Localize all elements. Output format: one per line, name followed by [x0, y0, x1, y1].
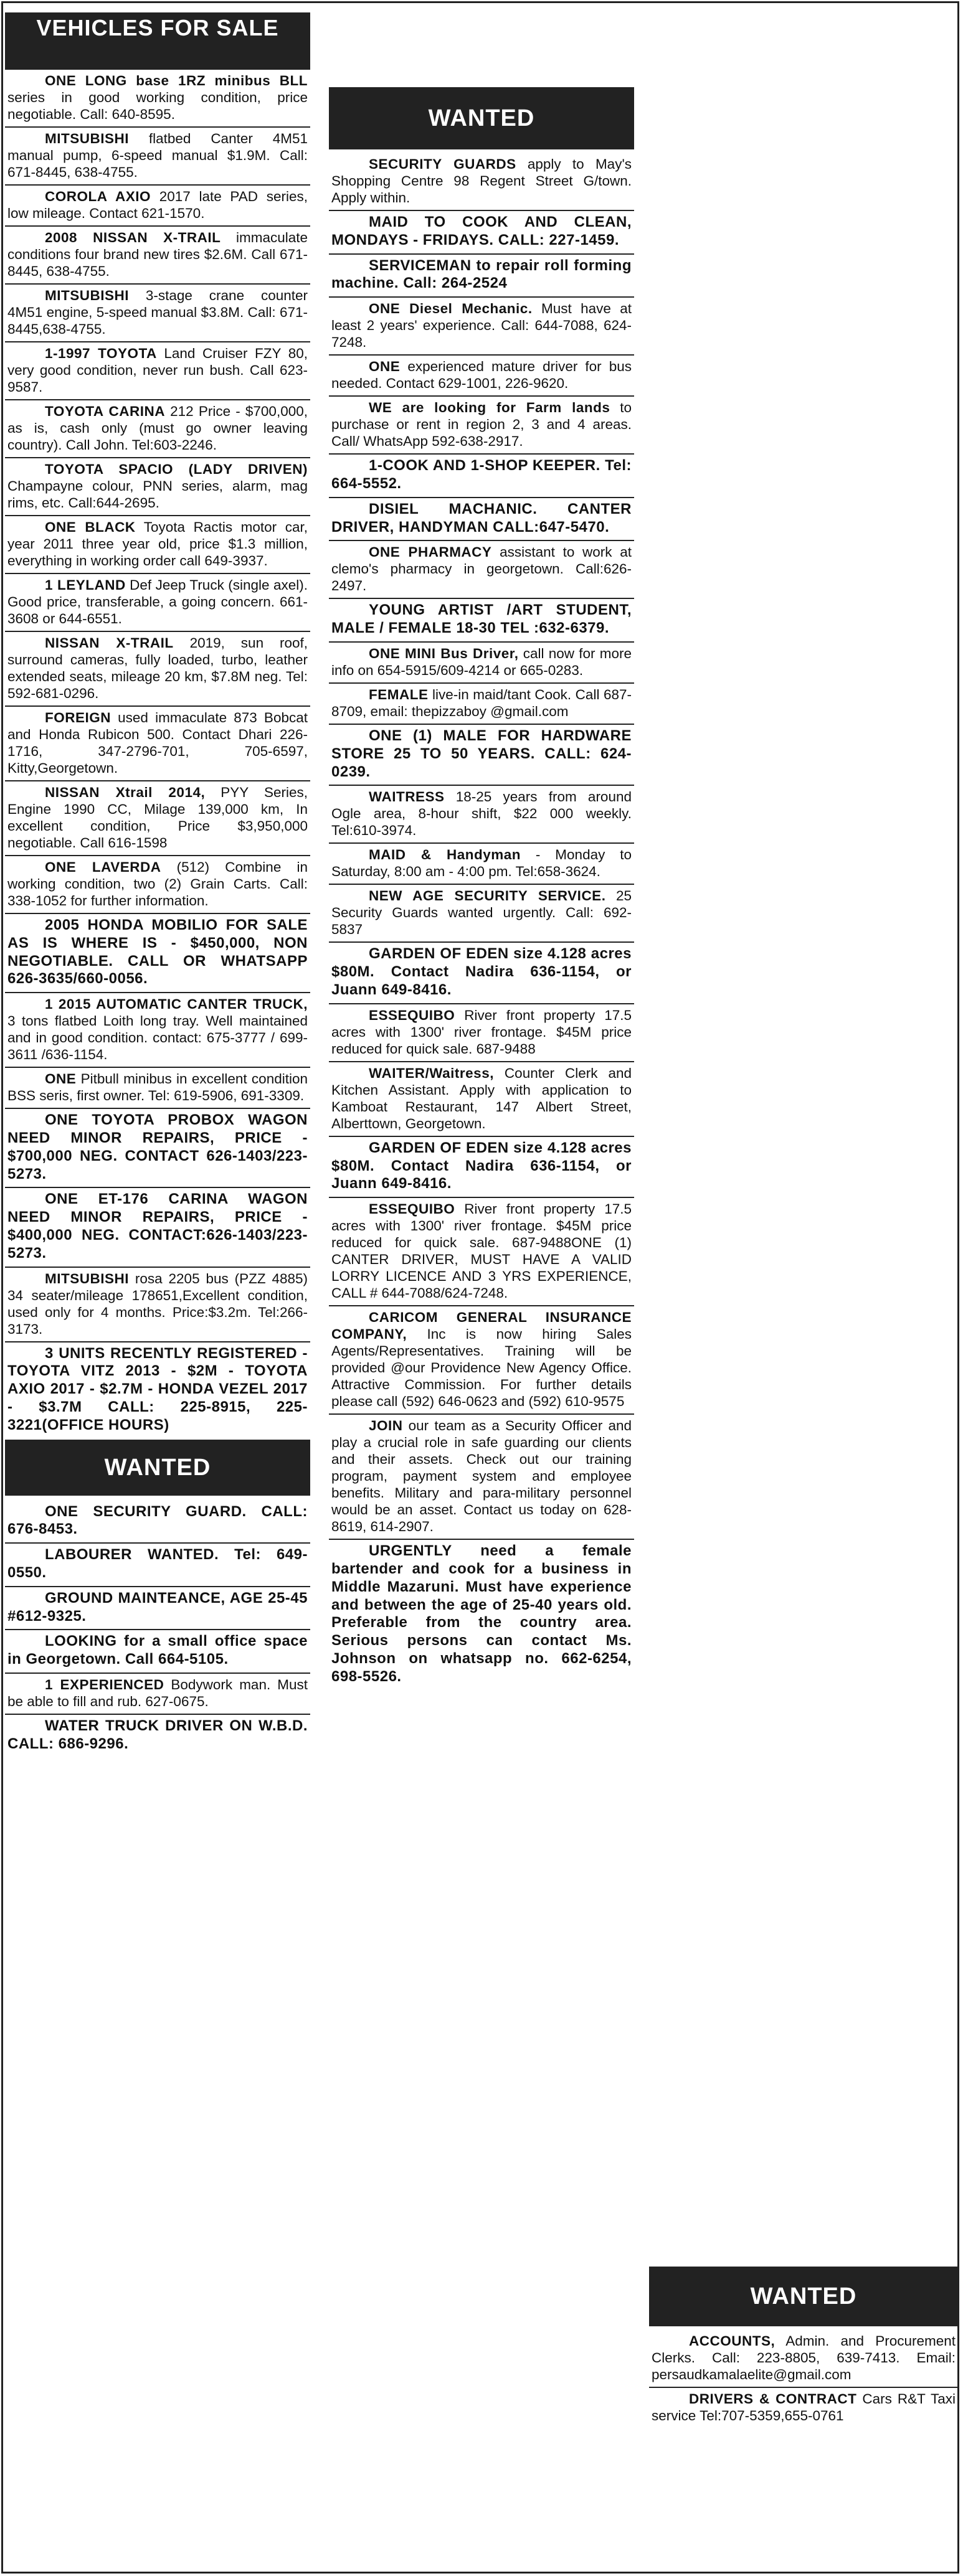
ad-body: Cars R&T Taxi service Tel:707-5359,655-0761	[652, 2391, 956, 2423]
ad-lead: NISSAN X-TRAIL	[45, 635, 174, 651]
ad-body: assistant to work at clemo's pharmacy in georgetown. Call:626-2497.	[331, 544, 632, 594]
section-header-wanted: WANTED	[329, 87, 634, 149]
ad-body: live-in maid/tant Cook. Call 687-8709, email: thepizzaboy @gmail.com	[331, 686, 632, 719]
ad-lead: ONE PHARMACY	[369, 544, 492, 560]
ad-lead: FOREIGN	[45, 710, 111, 725]
ad-lead: MAID & Handyman	[369, 847, 521, 863]
ad-body: Pitbull minibus in excellent condition BSS seris, first owner. Tel: 619-5906, 691-3309.	[7, 1071, 308, 1104]
classified-ad	[5, 1544, 310, 1587]
classified-ad	[329, 1137, 634, 1198]
ad-lead: ONE	[45, 1071, 77, 1087]
classified-ad	[329, 498, 634, 542]
ad-body: flatbed Canter 4M51 manual pump, 6-speed manual $1.9M. Call: 671-8445, 638-4755.	[7, 131, 308, 180]
classified-ad	[329, 684, 634, 725]
classified-ad	[329, 1415, 634, 1540]
ad-body: 3-stage crane counter 4M51 engine, 5-speed manual $3.8M. Call: 671-8445,638-4755.	[7, 288, 308, 337]
ad-lead: TOYOTA CARINA	[45, 403, 165, 419]
classified-ad	[329, 844, 634, 885]
ad-body: to purchase or rent in region 2, 3 and 4 areas. Call/ WhatsApp 592-638-2917.	[331, 400, 632, 450]
ad-body: our team as a Security Officer and play a crucial role in safe guarding our clients and their assets. Check out our training program, payment system and employee benefits. Military and para-military personnel would be an asset. Contact us today on 628-8619, 614-2907.	[331, 1418, 632, 1535]
wanted-ad-list	[329, 153, 634, 1690]
ad-lead: MITSUBISHI	[45, 1270, 130, 1286]
vehicles-ad-list	[5, 70, 310, 1438]
ad-lead: 2008 NISSAN X-TRAIL	[45, 230, 221, 245]
classified-ad	[329, 397, 634, 455]
classified-ad	[5, 516, 310, 574]
column-vehicles	[5, 12, 310, 1757]
ad-lead: 3 UNITS RECENTLY REGISTERED - TOYOTA VITZ 2013 - $2M - TOYOTA AXIO 2017 - $2.7M - HONDA VEZEL 2017 - $3.7M CALL: 225-8915, 225-3221(OFFICE HOURS)	[7, 1344, 308, 1433]
classified-ad	[5, 1501, 310, 1544]
ad-lead: ONE (1) MALE FOR HARDWARE STORE 25 TO 50 YEARS. CALL: 624-0239.	[331, 727, 632, 780]
classified-ad	[5, 1188, 310, 1267]
ad-body: Admin. and Procurement Clerks. Call: 223-8805, 639-7413. Email: persaudkamalaelite@gmail.com	[652, 2333, 956, 2382]
ad-body: 212 Price - $700,000, as is, cash only (must go owner leaving country). Call John. Tel:603-2246.	[7, 403, 308, 453]
ad-body: rosa 2205 bus (PZZ 4885) 34 seater/mileage 178651,Excellent condition, used only for 4 months. Price:$3.2m. Tel:266-3173.	[7, 1270, 308, 1337]
ad-lead: LABOURER WANTED. Tel: 649-0550.	[7, 1546, 308, 1581]
ad-lead: URGENTLY need a female bartender and cook for a business in Middle Mazaruni. Must have experience and between the age of 25-40 years old. Preferable from the country area. Serious persons can contact Ms. Johnson on whatsapp no. 662-6254, 698-5526.	[331, 1542, 632, 1685]
classified-ad	[329, 1198, 634, 1306]
classified-ad	[5, 1630, 310, 1674]
ad-lead: CARICOM GENERAL INSURANCE COMPANY,	[331, 1309, 632, 1342]
ad-lead: 1 2015 AUTOMATIC CANTER TRUCK,	[45, 996, 308, 1012]
ad-body: Def Jeep Truck (single axel). Good price, transferable, a going concern. 661-3608 or 644-6551.	[7, 577, 308, 626]
ad-body: 2019, sun roof, surround cameras, fully loaded, turbo, leather extended seats, mileage 20 km, $7.8M neg. Tel: 592-681-0296.	[7, 635, 308, 701]
classified-ad	[329, 725, 634, 786]
classified-ad	[5, 632, 310, 707]
ad-lead: WE are looking for Farm lands	[369, 400, 610, 416]
ad-body: - Monday to Saturday, 8:00 am - 4:00 pm. Tel:658-3624.	[331, 847, 632, 880]
classified-ad	[5, 70, 310, 128]
classified-ad	[5, 186, 310, 227]
column-wanted	[329, 87, 634, 1690]
ad-body: PYY Series, Engine 1990 CC, Milage 139,000 km, In excellent condition, Price $3,950,000 negotiable. Call 616-1598	[7, 785, 308, 851]
ad-lead: 1 EXPERIENCED	[45, 1676, 164, 1692]
classified-ad	[329, 153, 634, 211]
ad-lead: NEW AGE SECURITY SERVICE.	[369, 888, 606, 904]
ad-body: River front property 17.5 acres with 1300' river frontage. $45M price reduced for quick sale. 687-9488	[331, 1007, 632, 1057]
ad-lead: 1 LEYLAND	[45, 577, 126, 593]
classified-ad	[329, 455, 634, 498]
classified-ad	[649, 2330, 958, 2388]
classified-ad	[5, 285, 310, 342]
ad-body: (512) Combine in working condition, two (2) Grain Carts. Call: 338-1052 for further information.	[7, 859, 308, 908]
classified-ad	[329, 1306, 634, 1415]
ad-lead: YOUNG ARTIST /ART STUDENT, MALE / FEMALE 18-30 TEL :632-6379.	[331, 602, 632, 637]
classified-ad	[5, 707, 310, 781]
section-header-wanted: WANTED	[649, 2267, 958, 2326]
classified-ad	[329, 298, 634, 356]
ad-lead: 2005 HONDA MOBILIO FOR SALE AS IS WHERE IS - $450,000, NON NEGOTIABLE. CALL OR WHATSAPP 626-3635/660-0056.	[7, 917, 308, 988]
classified-ad	[5, 1109, 310, 1188]
ad-lead: FEMALE	[369, 686, 429, 702]
ad-lead: TOYOTA SPACIO (LADY DRIVEN)	[45, 461, 308, 477]
ad-lead: ONE MINI Bus Driver,	[369, 645, 519, 661]
classified-ad	[5, 342, 310, 400]
classified-ad	[5, 1715, 310, 1757]
ad-body: series in good working condition, price negotiable. Call: 640-8595.	[7, 90, 308, 122]
classified-ad	[329, 643, 634, 684]
classified-ad	[329, 786, 634, 844]
ad-lead: ONE ET-176 CARINA WAGON NEED MINOR REPAIRS, PRICE - $400,000 NEG. CONTACT:626-1403/223-5273.	[7, 1191, 308, 1262]
section-header-wanted: WANTED	[5, 1440, 310, 1496]
ad-lead: NISSAN Xtrail 2014,	[45, 785, 206, 800]
classified-ad	[5, 400, 310, 458]
classified-ad	[329, 599, 634, 643]
ad-lead: ACCOUNTS,	[689, 2333, 776, 2349]
ad-lead: WAITER/Waitress,	[369, 1065, 494, 1081]
ad-body: Toyota Ractis motor car, year 2011 three year old, price $1.3 million, everything in working order call 649-3937.	[7, 519, 308, 569]
ad-lead: MITSUBISHI	[45, 131, 130, 146]
ad-lead: MAID TO COOK AND CLEAN, MONDAYS - FRIDAYS. CALL: 227-1459.	[331, 214, 632, 248]
classified-ad	[5, 227, 310, 285]
ad-lead: ONE TOYOTA PROBOX WAGON NEED MINOR REPAIRS, PRICE - $700,000 NEG. CONTACT 626-1403/223-5273.	[7, 1111, 308, 1182]
ad-body: River front property 17.5 acres with 1300' river frontage. $45M price reduced for quick sale. 687-9488ONE (1) CANTER DRIVER, MUST HAVE A VALID LORRY LICENCE AND 3 YRS EXPERIENCE, CALL # 644-7088/624-7248.	[331, 1201, 632, 1301]
ad-body: immaculate conditions four brand new tires $2.6M. Call 671-8445, 638-4755.	[7, 230, 308, 279]
classified-ad	[329, 211, 634, 255]
classified-ad	[649, 2388, 958, 2428]
classified-ad	[5, 574, 310, 632]
ad-body: Must have at least 2 years' experience. Call: 644-7088, 624-7248.	[331, 301, 632, 351]
ad-lead: ESSEQUIBO	[369, 1007, 455, 1023]
classified-ad	[5, 128, 310, 186]
ad-body: experienced mature driver for bus needed. Contact 629-1001, 226-9620.	[331, 359, 632, 392]
classified-ad	[5, 1342, 310, 1438]
ad-lead: ONE SECURITY GUARD. CALL: 676-8453.	[7, 1503, 308, 1538]
ad-lead: GARDEN OF EDEN size 4.128 acres $80M. Contact Nadira 636-1154, or Juann 649-8416.	[331, 1139, 632, 1192]
ad-body: 2017 late PAD series, low mileage. Contact 621-1570.	[7, 189, 308, 221]
ad-lead: MITSUBISHI	[45, 288, 130, 303]
ad-body: Land Cruiser FZY 80, very good condition, never run bush. Call 623-9587.	[7, 346, 308, 395]
ad-body: 18-25 years from around Ogle area, 8-hour shift, $22 000 weekly. Tel:610-3974.	[331, 789, 632, 839]
classified-ad	[329, 1062, 634, 1137]
ad-lead: SECURITY GUARDS	[369, 156, 516, 172]
classified-ad	[5, 1268, 310, 1342]
ad-body: Champayne colour, PNN series, alarm, mag rims, etc. Call:644-2695.	[7, 478, 308, 511]
classified-ad	[5, 993, 310, 1068]
ad-lead: SERVICEMAN to repair roll forming machine. Call: 264-2524	[331, 257, 632, 292]
ad-lead: ONE BLACK	[45, 519, 136, 535]
classified-ad	[5, 914, 310, 993]
classified-ad	[329, 255, 634, 298]
classified-ad	[5, 1674, 310, 1715]
wanted-ad-list	[5, 1501, 310, 1757]
classified-ad	[5, 1068, 310, 1109]
ad-lead: WATER TRUCK DRIVER ON W.B.D. CALL: 686-9296.	[7, 1717, 308, 1752]
ad-body: call now for more info on 654-5915/609-4214 or 665-0283.	[331, 645, 632, 678]
ad-lead: ESSEQUIBO	[369, 1201, 455, 1217]
ad-lead: 1-1997 TOYOTA	[45, 346, 157, 361]
classified-ad	[329, 356, 634, 397]
ad-body: 3 tons flatbed Loith long tray. Well maintained and in good condition. contact: 675-3777 / 699-3611 /636-1154.	[7, 1013, 308, 1063]
classified-ad	[5, 781, 310, 856]
ad-body: Counter Clerk and Kitchen Assistant. Apply with application to Kamboat Restaurant, 147 Albert Street, Alberttown, Georgetown.	[331, 1065, 632, 1131]
classified-ad	[329, 943, 634, 1004]
ad-lead: LOOKING for a small office space in Georgetown. Call 664-5105.	[7, 1633, 308, 1668]
classified-ad	[329, 541, 634, 599]
ad-lead: DISIEL MACHANIC. CANTER DRIVER, HANDYMAN CALL:647-5470.	[331, 500, 632, 535]
ad-lead: ONE Diesel Mechanic.	[369, 301, 533, 317]
classified-ad	[5, 458, 310, 516]
ad-lead: ONE LONG base 1RZ minibus BLL	[45, 73, 308, 88]
column-wanted-right	[649, 2267, 958, 2428]
classified-ad	[329, 1004, 634, 1062]
classified-ad	[329, 1540, 634, 1689]
ad-body: Bodywork man. Must be able to fill and rub. 627-0675.	[7, 1676, 308, 1709]
ad-body: 25 Security Guards wanted urgently. Call: 692-5837	[331, 888, 632, 938]
ad-lead: GROUND MAINTEANCE, AGE 25-45 #612-9325.	[7, 1589, 308, 1625]
section-header-vehicles-for-sale: VEHICLES FOR SALE	[5, 12, 310, 70]
wanted-ad-list	[649, 2330, 958, 2428]
ad-lead: GARDEN OF EDEN size 4.128 acres $80M. Contact Nadira 636-1154, or Juann 649-8416.	[331, 945, 632, 998]
ad-lead: COROLA AXIO	[45, 189, 151, 204]
ad-lead: 1-COOK AND 1-SHOP KEEPER. Tel: 664-5552.	[331, 457, 632, 492]
ad-lead: WAITRESS	[369, 789, 445, 805]
ad-lead: ONE LAVERDA	[45, 859, 161, 875]
classified-ad	[5, 856, 310, 914]
ad-body: apply to May's Shopping Centre 98 Regent Street G/town. Apply within.	[331, 156, 632, 205]
ad-lead: JOIN	[369, 1418, 403, 1434]
ad-body: Inc is now hiring Sales Agents/Representatives. Training will be provided @our Providence New Agency Office. Attractive Commission. For further details please call (592) 646-0623 and (592) 610-9575	[331, 1326, 632, 1410]
ad-lead: DRIVERS & CONTRACT	[689, 2391, 857, 2407]
classified-ad	[5, 1587, 310, 1631]
ad-lead: ONE	[369, 359, 401, 375]
ad-body: used immaculate 873 Bobcat and Honda Rubicon 500. Contact Dhari 226-1716, 347-2796-701, 705-6597, Kitty,Georgetown.	[7, 710, 308, 776]
classified-ad	[329, 885, 634, 943]
